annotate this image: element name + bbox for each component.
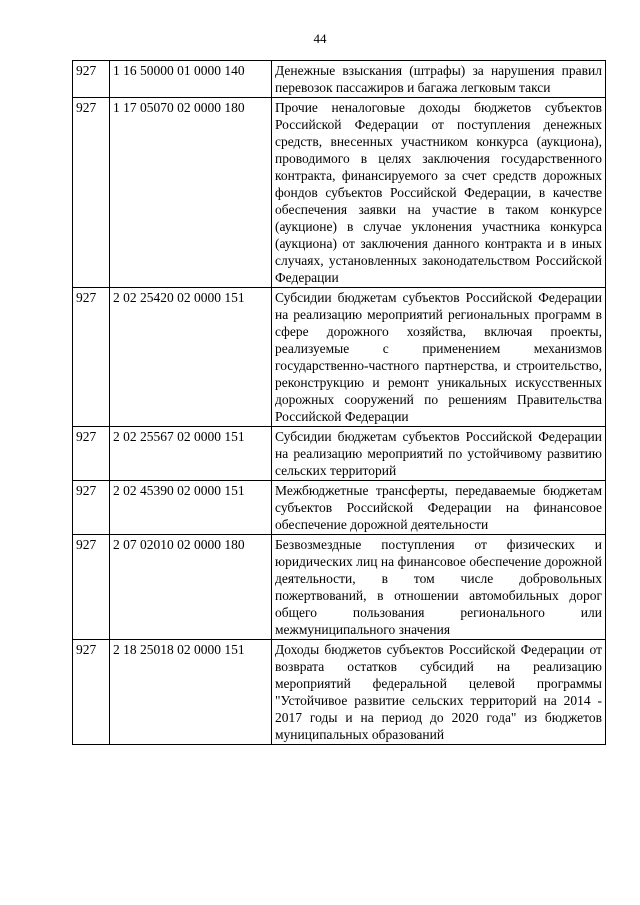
table-row [73,288,606,427]
admin-code-cell: 927 [73,98,110,288]
revenue-code-cell: 2 07 02010 02 0000 180 [110,535,272,640]
revenue-code-cell: 2 18 25018 02 0000 151 [110,640,272,745]
revenue-code-cell: 1 16 50000 01 0000 140 [110,61,272,98]
table-row [73,535,606,640]
description-cell: Межбюджетные трансферты, передаваемые бюджетам субъектов Российской Федерации на финансовое обеспечение дорожной деятельности [272,481,606,535]
revenue-code-table [72,60,606,745]
table-row [73,427,606,481]
page-number: 44 [313,31,327,46]
description-cell: Прочие неналоговые доходы бюджетов субъектов Российской Федерации от поступления денежных средств, внесенных участником конкурса (аукциона), проводимого в целях заключения государственного контракта, финансируемого за счет средств дорожных фондов субъектов Российской Федерации, в качестве обеспечения заявки на участие в таком конкурсе (аукционе) в случае уклонения участника конкурса (аукциона) от заключения данного контракта и в иных случаях, установленных законодательством Российской Федерации [272,98,606,288]
description-cell: Денежные взыскания (штрафы) за нарушения правил перевозок пассажиров и багажа легковым такси [272,61,606,98]
description-cell: Субсидии бюджетам субъектов Российской Федерации на реализацию мероприятий региональных программ в сфере дорожного хозяйства, включая проекты, реализуемые с применением механизмов государственно-частного партнерства, и строительство, реконструкцию и ремонт уникальных искусственных дорожных сооружений по решениям Правительства Российской Федерации [272,288,606,427]
revenue-code-cell: 2 02 25567 02 0000 151 [110,427,272,481]
admin-code-cell: 927 [73,288,110,427]
revenue-code-cell: 1 17 05070 02 0000 180 [110,98,272,288]
admin-code-cell: 927 [73,427,110,481]
admin-code-cell: 927 [73,535,110,640]
description-cell: Субсидии бюджетам субъектов Российской Федерации на реализацию мероприятий по устойчивому развитию сельских территорий [272,427,606,481]
table-row [73,98,606,288]
revenue-code-cell: 2 02 25420 02 0000 151 [110,288,272,427]
admin-code-cell: 927 [73,640,110,745]
revenue-code-cell: 2 02 45390 02 0000 151 [110,481,272,535]
description-cell: Безвозмездные поступления от физических и юридических лиц на финансовое обеспечение дорожной деятельности, в том числе добровольных пожертвований, в отношении автомобильных дорог общего пользования регионального или межмуниципального значения [272,535,606,640]
admin-code-cell: 927 [73,61,110,98]
table-row [73,481,606,535]
table-row [73,640,606,745]
description-cell: Доходы бюджетов субъектов Российской Федерации от возврата остатков субсидий на реализацию мероприятий федеральной целевой программы "Устойчивое развитие сельских территорий на 2014 - 2017 годы и на период до 2020 года" из бюджетов муниципальных образований [272,640,606,745]
admin-code-cell: 927 [73,481,110,535]
table-row [73,61,606,98]
